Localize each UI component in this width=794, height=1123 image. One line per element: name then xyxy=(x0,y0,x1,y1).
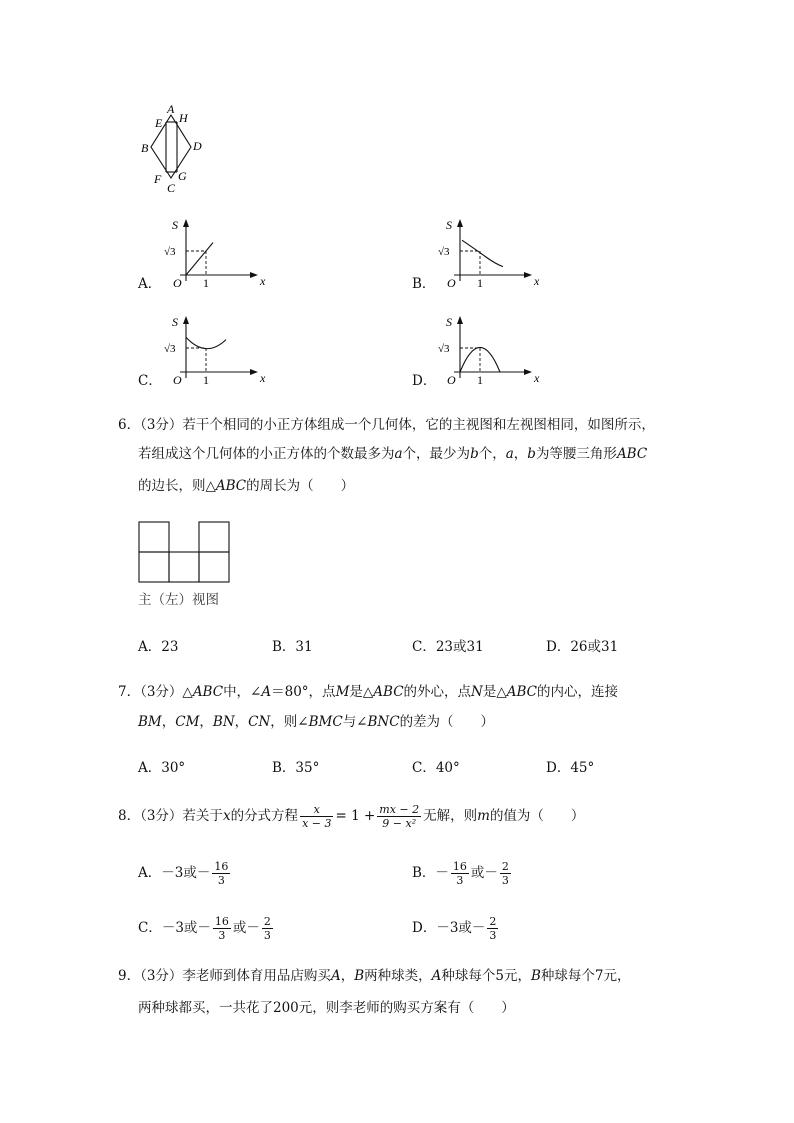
label-sqrt3: √3 xyxy=(438,343,450,355)
q9-line-2: 两种球都买，一共花了200元，则李老师的购买方案有（ ） xyxy=(138,1000,515,1016)
q5-option-label: D． xyxy=(412,373,437,389)
y-axis-arrow xyxy=(183,316,189,324)
cube-view-figure xyxy=(138,521,232,585)
q7-option-d[interactable]: D．45° xyxy=(546,760,595,776)
q6-figure-caption: 主（左）视图 xyxy=(138,592,219,608)
q5-option-label: B． xyxy=(412,276,436,292)
y-axis-arrow xyxy=(183,219,189,227)
q6-option-a[interactable]: A．23 xyxy=(138,639,179,655)
graph-canvas xyxy=(164,312,274,392)
cube-bottom-middle xyxy=(169,552,199,582)
q8-line-1: 8．（3分）若关于x的分式方程 $\frac{x}{x - 3}$ = 1 + $\frac{mx - 2}{\text{9 − x²}}$ 无解，则m的值为（ ） xyxy=(118,803,585,830)
label-tick-1: 1 xyxy=(477,276,483,290)
q6-option-c[interactable]: C．23或31 xyxy=(412,639,484,655)
q6-line-2: 若组成这个几何体的小正方体的个数最多为a个，最少为b个，a，b为等腰三角形ABC xyxy=(138,446,648,462)
graph-curve xyxy=(462,240,503,266)
q6-line-1: 6．（3分）若干个相同的小正方体组成一个几何体，它的主视图和左视图相同，如图所示， xyxy=(118,417,655,433)
label-h: H xyxy=(179,111,188,125)
label-origin: O xyxy=(173,373,182,387)
q7-line-2: BM，CM，BN，CN，则∠BMC与∠BNC的差为（ ） xyxy=(138,714,495,730)
label-s: S xyxy=(446,315,452,329)
graph-curve xyxy=(186,337,226,348)
label-x: x xyxy=(260,371,266,385)
label-b: B xyxy=(141,141,149,155)
q7-option-a[interactable]: A．30° xyxy=(138,760,186,776)
q6-line-3: 的边长，则△ABC的周长为（ ） xyxy=(138,478,355,494)
q8-option-a[interactable]: A．－3或－ $\frac{16}{3}$ xyxy=(138,860,229,887)
rhombus-figure xyxy=(138,100,208,200)
q7-option-b[interactable]: B．35° xyxy=(272,760,320,776)
cube-top-left xyxy=(139,522,169,552)
cube-top-right xyxy=(199,522,229,552)
x-axis-arrow xyxy=(250,272,258,278)
q7-line-1: 7．（3分）△ABC中，∠A＝80°，点M是△ABC的外心，点N是△ABC的内心，连接 xyxy=(118,684,618,700)
y-axis-arrow xyxy=(457,219,463,227)
label-origin: O xyxy=(447,276,456,290)
label-tick-1: 1 xyxy=(203,276,209,290)
x-axis-arrow xyxy=(524,272,532,278)
label-s: S xyxy=(446,218,452,232)
graph-canvas xyxy=(438,312,548,392)
label-s: S xyxy=(172,218,178,232)
label-f: F xyxy=(154,172,162,186)
label-sqrt3: √3 xyxy=(164,343,176,355)
q7-option-c[interactable]: C．40° xyxy=(412,760,460,776)
q5-option-label: C． xyxy=(138,373,162,389)
q8-option-d[interactable]: D．－3或－ $\frac{2}{3}$ xyxy=(412,915,497,942)
y-axis-arrow xyxy=(457,316,463,324)
q8-option-c[interactable]: C．－3或－ $\frac{16}{3}$ 或－ $\frac{2}{3}$ xyxy=(138,915,271,942)
q8-fraction-1: $\frac{x}{x - 3}$ xyxy=(302,803,332,830)
label-sqrt3: √3 xyxy=(164,246,176,258)
label-e: E xyxy=(155,116,163,130)
q9-line-1: 9．（3分）李老师到体育用品店购买A，B两种球类，A种球每个5元，B种球每个7元， xyxy=(118,968,631,984)
label-tick-1: 1 xyxy=(477,373,483,387)
q8-option-b[interactable]: B．－ $\frac{16}{3}$ 或－ $\frac{2}{3}$ xyxy=(412,860,509,887)
label-tick-1: 1 xyxy=(203,373,209,387)
cube-bottom-right xyxy=(199,552,229,582)
label-x: x xyxy=(534,274,540,288)
label-g: G xyxy=(178,169,187,183)
label-sqrt3: √3 xyxy=(438,246,450,258)
q5-option-label: A． xyxy=(138,276,162,292)
q6-option-d[interactable]: D．26或31 xyxy=(546,639,619,655)
label-c: C xyxy=(167,181,176,195)
graph-curve xyxy=(186,243,213,275)
label-a: A xyxy=(167,102,175,116)
q6-option-b[interactable]: B．31 xyxy=(272,639,313,655)
label-x: x xyxy=(260,274,266,288)
cube-bottom-left xyxy=(139,552,169,582)
x-axis-arrow xyxy=(524,369,532,375)
x-axis-arrow xyxy=(250,369,258,375)
graph-canvas xyxy=(164,215,274,295)
label-x: x xyxy=(534,371,540,385)
graph-canvas xyxy=(438,215,548,295)
label-origin: O xyxy=(447,373,456,387)
label-s: S xyxy=(172,315,178,329)
label-d: D xyxy=(193,139,202,153)
q8-fraction-2: $\frac{mx - 2}{\text{9 − x²}}$ xyxy=(379,803,420,830)
label-origin: O xyxy=(173,276,182,290)
